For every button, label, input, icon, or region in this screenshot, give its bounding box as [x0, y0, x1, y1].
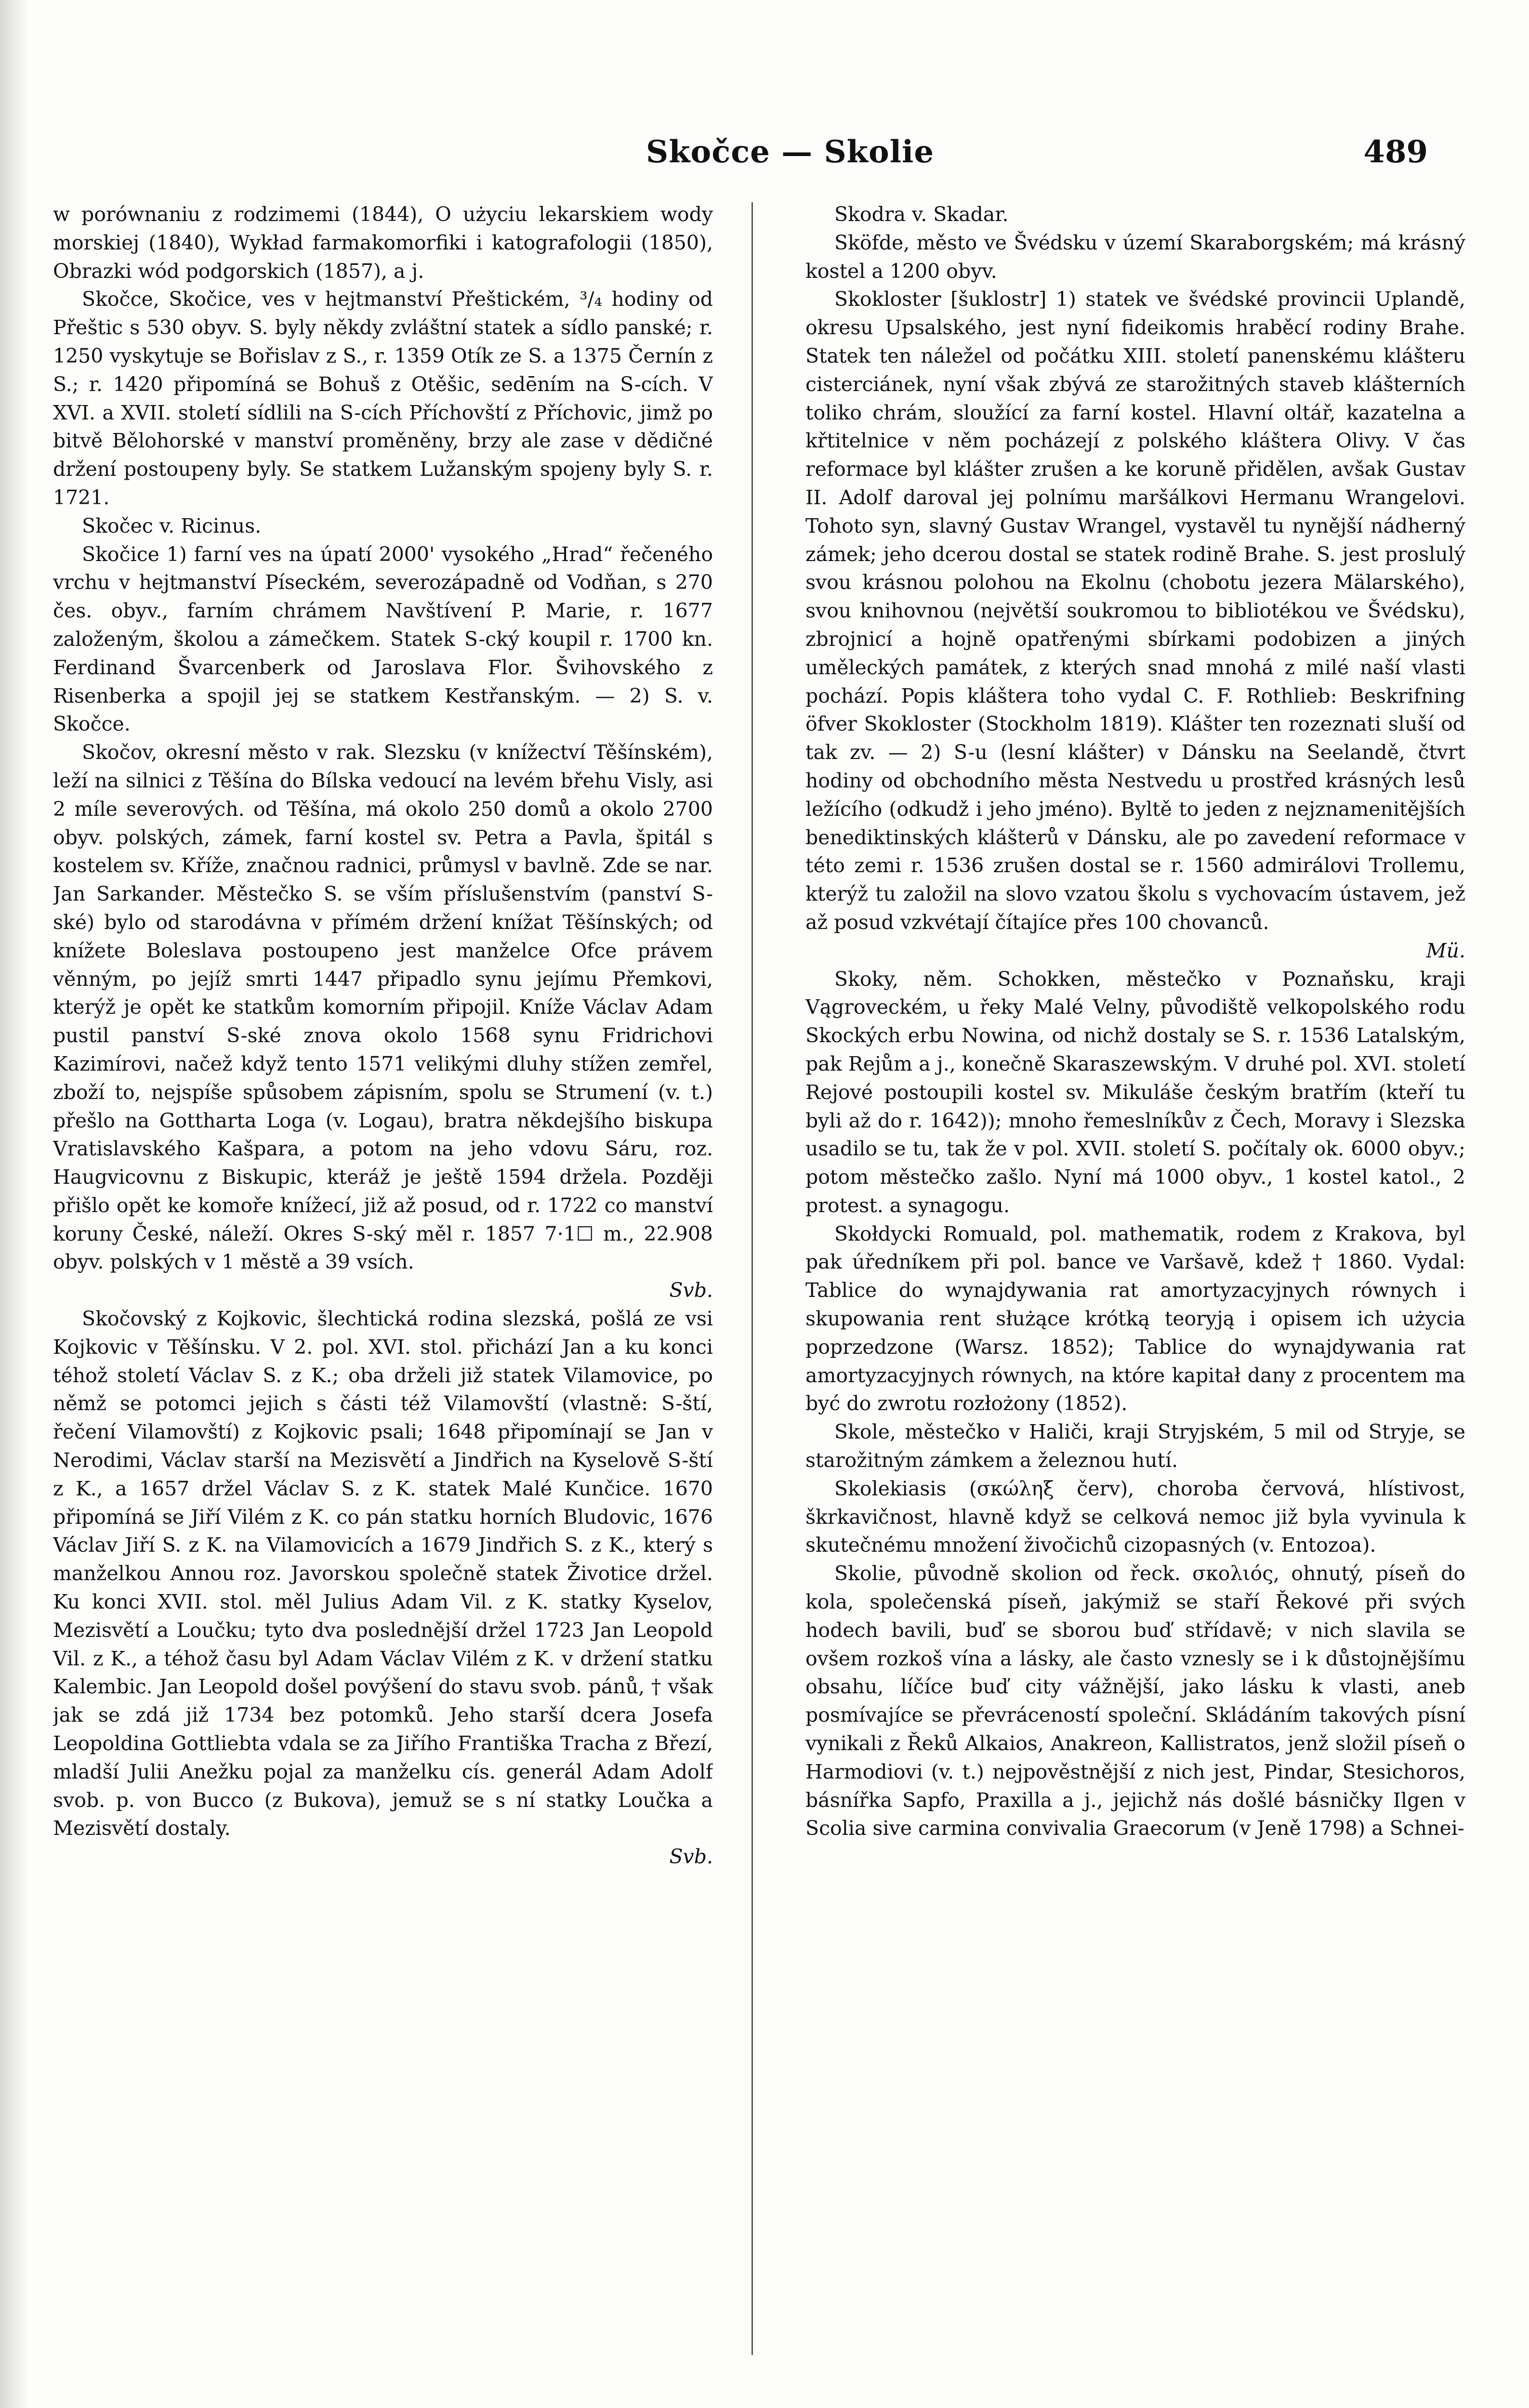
- entry-skolekiasis: Skolekiasis (σκώληξ červ), choroba červová, hlístivost, škrkavičnost, hlavně když se celková nemoc již byla vyvinula k skutečnému množení živočichů cizopasných (v. Entozoa).: [805, 1477, 1465, 1557]
- signature-svb-1: Svb.: [669, 1279, 713, 1302]
- entry-skocce: Skočce, Skočice, ves v hejtmanství Přeštickém, ³/₄ hodiny od Přeštic s 530 obyv. S. byly někdy zvláštní statek a sídlo panské; r. 1250 vyskytuje se Bořislav z S., r. 1359 Otík ze S. a 1375 Černín z S.; r. 1420 připomíná se Bohuš z Otěšic, sedēním na S-cích. V XVI. a XVII. století sídlili na S-cích Příchovští z Příchovic, jimž po bitvě Bělohorské v manství proměněny, brzy ale zase v dědičné držení postoupeny byly. Se statkem Lužanským spojeny byly S. r. 1721.: [53, 288, 713, 509]
- entry-skocice: Skočice 1) farní ves na úpatí 2000' vysokého „Hrad“ řečeného vrchu v hejtmanství Píseckém, severozápadně od Vodňan, s 270 čes. obyv., farním chrámem Navštívení P. Marie, r. 1677 založeným, školou a zámečkem. Statek S-cký koupil r. 1700 kn. Ferdinand Švarcenberk od Jaroslava Flor. Švihovského z Risenberka a spojil jej se statkem Kestřanským. — 2) S. v. Skočce.: [53, 542, 713, 736]
- entry-skokloster: Skokloster [šuklostr] 1) statek ve švédské provincii Uplandě, okresu Upsalského, jest nyní fideikomis hraběcí rodiny Brahe. Statek ten náležel od počátku XIII. století panenskému klášteru cisterciánek, nyní však zbývá ze starožitných staveb klášterních toliko chrám, sloužící za farní kostel. Hlavní oltář, kazatelna a křtitelnice v něm pocházejí z polského kláštera Olivy. V čas reformace byl klášter zrušen a ke koruně přidělen, avšak Gustav II. Adolf daroval jej polnímu maršálkovi Hermanu Wrangelovi. Tohoto syn, slavný Gustav Wrangel, vystavěl tu nynější nádherný zámek; jeho dcerou dostal se statek rodině Brahe. S. jest proslulý svou krásnou polohou na Ekolnu (chobotu jezera Mälarského), svou knihovnou (největší soukromou to bibliotékou ve Švédsku), zbrojnicí a hojně opatřenými sbírkami podobizen a jiných uměleckých památek, z kterých snad mnohá z milé naší vlasti pochází. Popis kláštera toho vydal C. F. Rothlieb: Beskrifning öfver Skokloster (Stockholm 1819). Klášter ten rozeznati sluší od tak zv. — 2) S-u (lesní klášter) v Dánsku na Seelandě, čtvrt hodiny od obchodního města Nestvedu u prostřed krásných lesů ležícího (odkudž i jeho jméno). Byltě to jeden z nejznamenitějších benediktinských klášterů v Dánsku, ale po zavedení reformace v této zemi r. 1536 zrušen dostal se r. 1560 admirálovi Trollemu, kterýž tu založil na slovo vzatou školu s vychovacím ústavem, jež až posud vzkvétají čítajíce přes 100 chovanců.: [805, 288, 1465, 934]
- entry-skocec: Skočec v. Ricinus.: [82, 514, 262, 537]
- left-column: [53, 200, 713, 2358]
- column-divider: [751, 202, 753, 2355]
- signature-svb-2: Svb.: [669, 1845, 713, 1869]
- entry-skodra: Skodra v. Skadar.: [834, 203, 1009, 226]
- binding-shadow: [0, 0, 29, 2408]
- entry-skoldycki: Skołdycki Romuald, pol. mathematik, rodem z Krakova, byl pak úředníkem při pol. bance ve Varšavě, kdež † 1860. Vydal: Tablice do wynajdywania rat amortyzacyjnych równych i skupowania rent służące krótką teoryją i opisem ich użycia poprzedzone (Warsz. 1852); Tablice do wynajdywania rat amortyzacyjnych równych, na które kapitał dany z procentem ma być do zwrotu rozłożony (1852).: [805, 1222, 1465, 1415]
- page-number: 489: [1363, 134, 1428, 170]
- right-column: [805, 200, 1465, 2358]
- entry-continuation-rodzimemi: w porównaniu z rodzimemi (1844), O użyciu lekarskiem wody morskiej (1840), Wykład farmakomorfiki i katografologii (1850), Obrazki wód podgorskich (1857), a j.: [53, 203, 713, 283]
- entry-skoky: Skoky, něm. Schokken, městečko v Poznaňsku, kraji Vągroveckém, u řeky Malé Velny, původiště velkopolského rodu Skockých erbu Nowina, od nichž dostaly se S. r. 1536 Latalským, pak Rejům a j., konečně Skaraszewským. V druhé pol. XVI. století Rejové postoupili kostel sv. Mikuláše českým bratřím (kteří tu byli až do r. 1642)); mnoho řemeslníkův z Čech, Moravy i Slezska usadilo se tu, tak že v pol. XVII. století S. počítaly ok. 6000 obyv.; potom městečko zašlo. Nyní má 1000 obyv., 1 kostel katol., 2 protest. a synagogu.: [805, 967, 1465, 1217]
- entry-skolie: Skolie, původně skolion od řeck. σκολιός, ohnutý, píseň do kola, společenská píseň, jakýmiž se staří Řekové při svých hodech bavili, buď se sborou buď střídavě; v nich slavila se ovšem rozkoš vína a lásky, ale často vznesly se i k důstojnějšímu obsahu, líčíce buď city vážnější, jako lásku k vlasti, aneb posmívajíce se převráceností společní. Skládáním takových písní vynikali z Řeků Alkaios, Anakreon, Kallistratos, jenž složil píseň o Harmodiovi (v. t.) nejpověstnější z nich jest, Pindar, Stesichoros, básnířka Sapfo, Praxilla a j., jejichž nás došlé básničky Ilgen v Scolia sive carmina convivalia Graecorum (v Jeně 1798) a Schnei-: [805, 1562, 1465, 1840]
- entry-skocovsky: Skočovský z Kojkovic, šlechtická rodina slezská, pošlá ze vsi Kojkovic v Těšínsku. V 2. pol. XVI. stol. přichází Jan a ku konci téhož století Václav S. z K.; oba drželi již statek Vilamovice, po němž se potomci jejich s části též Vilamovští (vlastně: S-ští, řečení Vilamovští) z Kojkovic psali; 1648 připomínají se Jan v Nerodimi, Václav starší na Mezisvětí a Jindřich na Kyselově S-ští z K., a 1657 držel Václav S. z K. statek Malé Kunčice. 1670 připomíná se Jiří Vilém z K. co pán statku horních Bludovic, 1676 Václav Jiří S. z K. na Vilamovicích a 1679 Jindřich S. z K., který s manželkou Annou roz. Javorskou společně statek Životice držel. Ku konci XVII. stol. měl Julius Adam Vil. z K. statky Kyselov, Mezisvětí a Loučku; tyto dva poslednější držel 1723 Jan Leopold Vil. z K., a téhož času byl Adam Václav Vilém z K. v držení statku Kalembic. Jan Leopold došel povýšení do stavu svob. pánů, † však jak se zdá již 1734 bez potomků. Jeho starší dcera Josefa Leopoldina Gottliebta vdala se za Jiřího Františka Tracha z Březí, mladší Julii Anežku pojal za manželku cís. generál Adam Adolf svob. p. von Bucco (z Bukova), jemuž se s ní statky Loučka a Mezisvětí dostaly.: [53, 1307, 713, 1840]
- entry-skocov: Skočov, okresní město v rak. Slezsku (v knížectví Těšínském), leží na silnici z Těšína do Bílska vedoucí na levém břehu Visly, asi 2 míle severových. od Těšína, má okolo 250 domů a okolo 2700 obyv. polských, zámek, farní kostel sv. Petra a Pavla, špitál s kostelem sv. Kříže, značnou radnici, průmysl v bavlně. Zde se nar. Jan Sarkander. Městečko S. se vším příslušenstvím (panství S-ské) bylo od starodávna v přímém držení knížat Těšínských; od knížete Boleslava postoupeno jest manželce Ofce právem věnným, po jejíž smrti 1447 připadlo synu jejímu Přemkovi, kterýž je opět ke statkům komorním připojil. Kníže Václav Adam pustil panství S-ské znova okolo 1568 synu Fridrichovi Kazimírovi, načež když tento 1571 velikými dluhy stížen zemřel, zboží to, nejspíše spůsobem zápisním, spolu se Strumení (v. t.) přešlo na Gottharta Loga (v. Logau), bratra někdejšího biskupa Vratislavského Kašpara, a potom na jeho vdovu Sáru, roz. Haugvicovnu z Biskupic, kteráž je ještě 1594 držela. Později přišlo opět ke komoře knížecí, již až posud, od r. 1722 co manství koruny České, náleží. Okres S-ský měl r. 1857 7·1☐ m., 22.908 obyv. polských v 1 městě a 39 vsích.: [53, 741, 713, 1274]
- entry-skole: Skole, městečko v Haliči, kraji Stryjském, 5 mil od Stryje, se starožitným zámkem a železnou hutí.: [805, 1420, 1465, 1472]
- running-head-title: Skočce — Skolie: [646, 134, 935, 170]
- signature-mu: Mü.: [1426, 939, 1465, 962]
- running-head: [0, 129, 1529, 182]
- entry-skofde: Sköfde, město ve Švédsku v území Skaraborgském; má krásný kostel a 1200 obyv.: [805, 231, 1465, 283]
